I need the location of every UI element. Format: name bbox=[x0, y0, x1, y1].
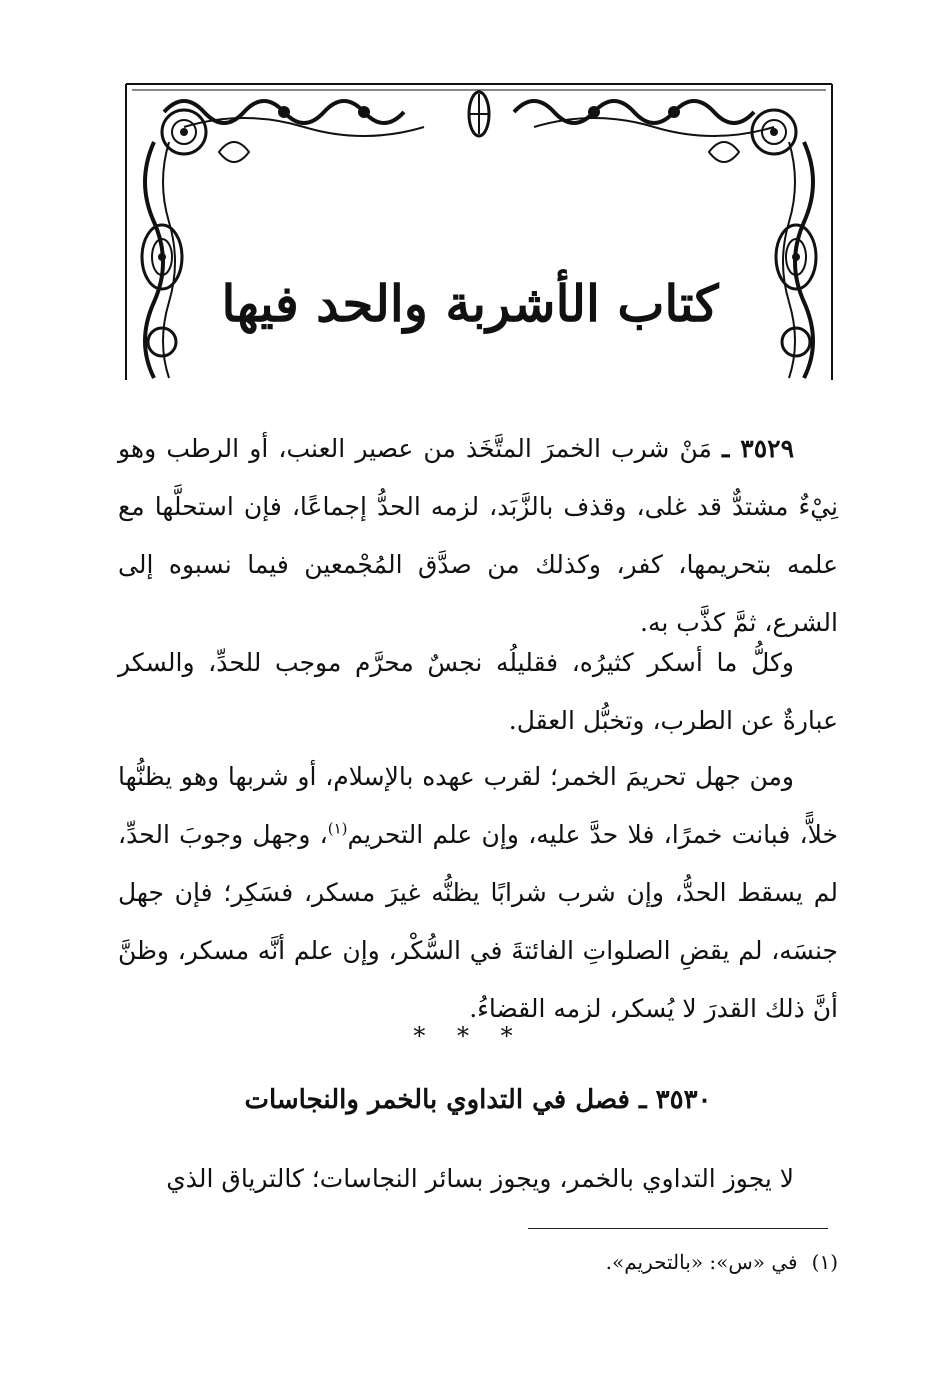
chapter-title: كتاب الأشربة والحد فيها bbox=[221, 273, 719, 333]
footnote-divider bbox=[528, 1228, 828, 1229]
paragraph-ignorance-ruling bbox=[118, 748, 838, 1038]
paragraph-text: مَنْ شرب الخمرَ المتَّخَذ من عصير العنب، أو الرطب وهو نِيْءٌ مشتدٌّ قد غلى، وقذف بالزَّبَد، لزمه الحدُّ إجماعًا، فإن استحلَّها مع علمه بتحريمها، كفر، وكذلك من صدَّق المُجْمعين فيما نسبوه إلى الشرع، ثمَّ كذَّب به. bbox=[118, 434, 838, 637]
paragraph-3529 bbox=[118, 420, 838, 652]
footnote-reference[interactable]: (١) bbox=[327, 819, 348, 838]
section-heading: ٣٥٣٠ ـ فصل في التداوي بالخمر والنجاسات bbox=[244, 1085, 712, 1115]
paragraph-number: ٣٥٢٩ ـ bbox=[722, 434, 794, 463]
footnote-text: في «س»: «بالتحريم». bbox=[605, 1250, 798, 1274]
paragraph-text-part1: ومن جهل تحريمَ الخمر؛ لقرب عهده بالإسلام، أو شربها وهو يظنُّها خلاًّ، فبانت خمرًا، فلا حدَّ عليه، وإن علم التحريم bbox=[118, 762, 838, 849]
footnote-marker: (١) bbox=[811, 1250, 838, 1274]
paragraph-text-part2: ، وجهل وجوبَ الحدِّ، لم يسقط الحدُّ، وإن شرب شرابًا يظنُّه غيرَ مسكر، فسَكِر؛ فإن جهل جنسَه، لم يقضِ الصلواتِ الفائتةَ في السُّكْر، وإن علم أنَّه مسكر، وظنَّ أنَّ ذلك القدرَ لا يُسكر، لزمه القضاءُ. bbox=[118, 820, 838, 1023]
paragraph-intoxicant-definition: وكلُّ ما أسكر كثيرُه، فقليلُه نجسٌ محرَّم موجب للحدِّ، والسكر عبارةٌ عن الطرب، وتخبُّل العقل. bbox=[118, 648, 838, 735]
paragraph-medication: لا يجوز التداوي بالخمر، ويجوز بسائر النجاسات؛ كالترياق الذي bbox=[166, 1164, 794, 1193]
footnote bbox=[118, 1250, 838, 1274]
section-separator: * * * bbox=[413, 1022, 525, 1050]
